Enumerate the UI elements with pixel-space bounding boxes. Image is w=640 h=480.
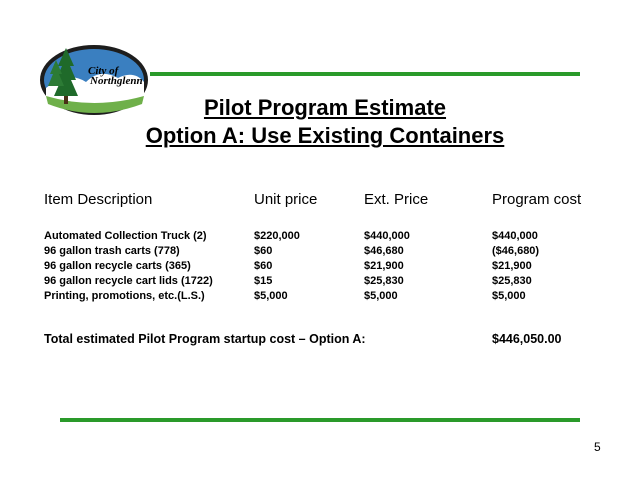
cell-unit-price: $60 xyxy=(254,245,273,257)
top-divider xyxy=(150,72,580,76)
cell-unit-price: $5,000 xyxy=(254,290,288,302)
cell-description: Automated Collection Truck (2) xyxy=(44,230,207,242)
cell-ext-price: $440,000 xyxy=(364,230,410,242)
logo-text-line1: City of xyxy=(88,65,119,77)
header-unit-price: Unit price xyxy=(254,191,318,208)
cell-unit-price: $15 xyxy=(254,275,273,287)
total-value: $446,050.00 xyxy=(492,332,562,346)
page-number: 5 xyxy=(594,440,601,454)
slide-title xyxy=(0,94,640,150)
header-program-cost: Program cost xyxy=(492,191,582,208)
title-line1: Pilot Program Estimate xyxy=(203,95,447,120)
cell-program-cost: $5,000 xyxy=(492,290,526,302)
title-line2: Option A: Use Existing Containers xyxy=(145,123,505,148)
cell-ext-price: $5,000 xyxy=(364,290,398,302)
total-label: Total estimated Pilot Program startup cost – Option A: xyxy=(44,332,366,346)
cell-description: 96 gallon trash carts (778) xyxy=(44,245,180,257)
cell-description: 96 gallon recycle cart lids (1722) xyxy=(44,275,213,287)
cell-program-cost: $21,900 xyxy=(492,260,532,272)
cell-unit-price: $60 xyxy=(254,260,273,272)
cell-ext-price: $21,900 xyxy=(364,260,404,272)
bottom-divider xyxy=(60,418,580,422)
cell-description: Printing, promotions, etc.(L.S.) xyxy=(44,290,205,302)
cell-program-cost: ($46,680) xyxy=(492,245,540,257)
logo-text xyxy=(88,66,143,86)
header-item-description: Item Description xyxy=(44,191,153,208)
cell-unit-price: $220,000 xyxy=(254,230,300,242)
cell-ext-price: $25,830 xyxy=(364,275,404,287)
cell-program-cost: $440,000 xyxy=(492,230,538,242)
cell-ext-price: $46,680 xyxy=(364,245,404,257)
logo-text-line2: Northglenn xyxy=(90,75,143,87)
cell-program-cost: $25,830 xyxy=(492,275,532,287)
cell-description: 96 gallon recycle carts (365) xyxy=(44,260,191,272)
header-ext-price: Ext. Price xyxy=(364,191,429,208)
